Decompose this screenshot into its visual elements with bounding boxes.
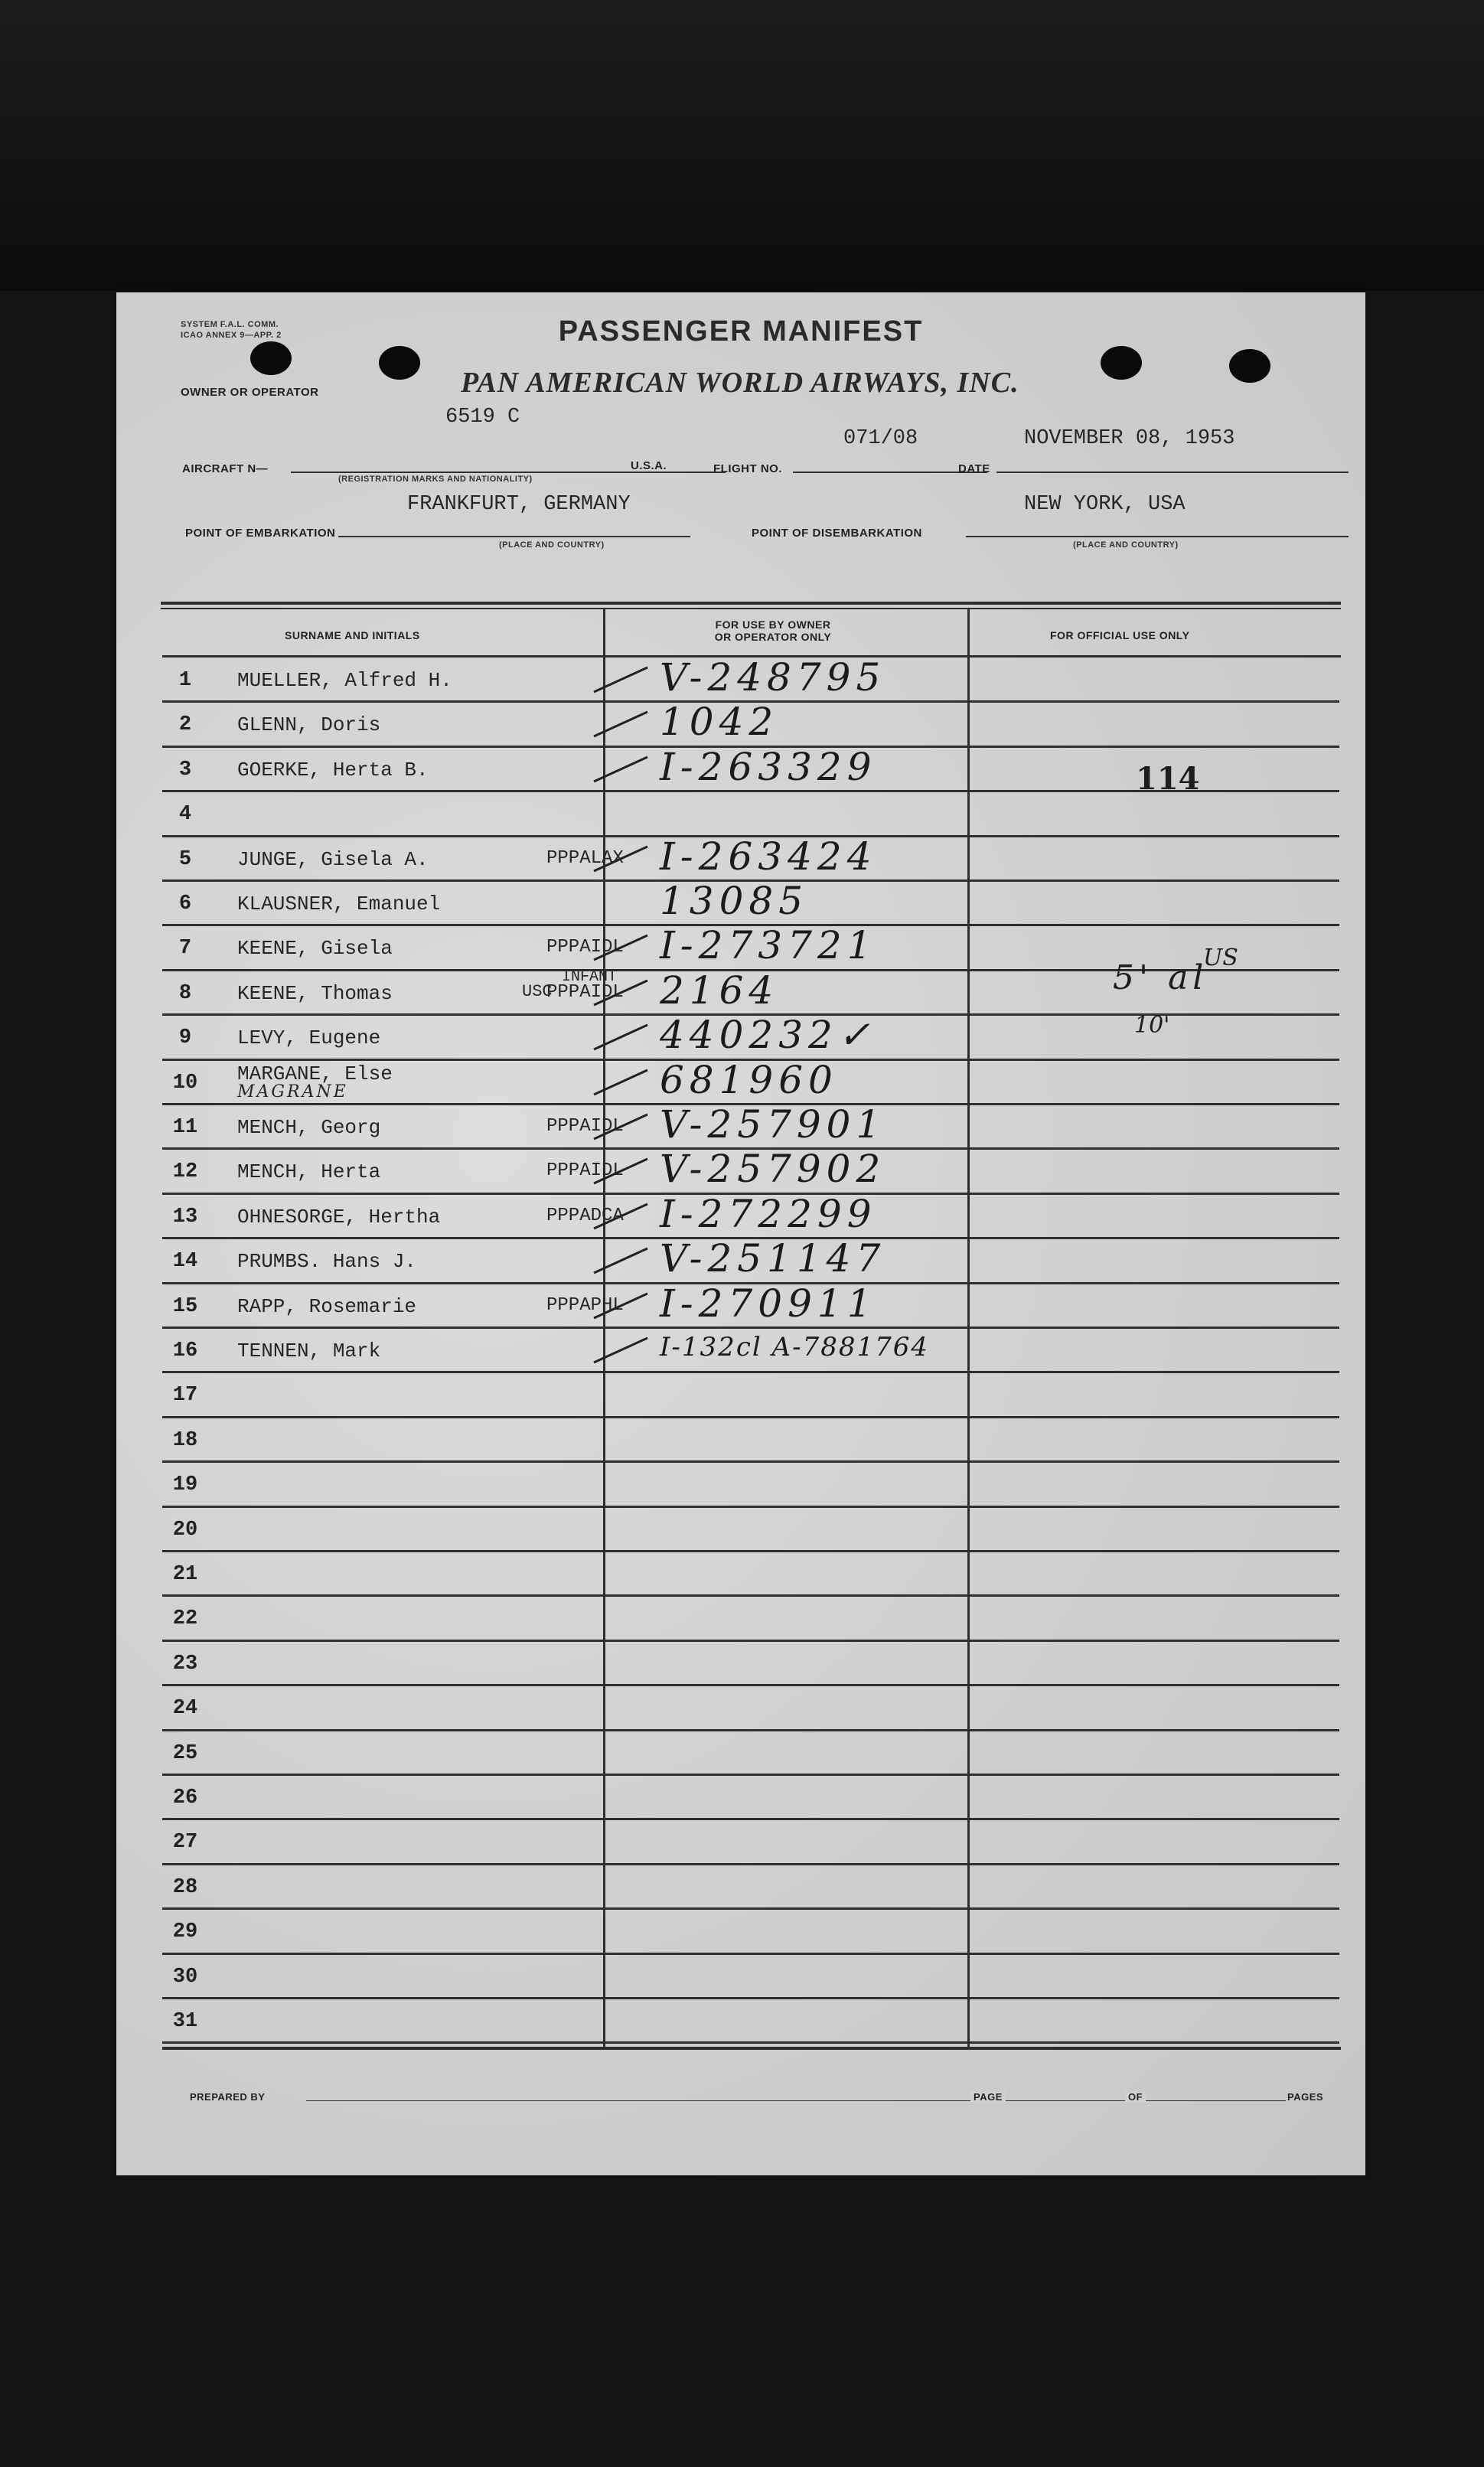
row-number: 4 xyxy=(178,803,192,827)
table-row xyxy=(162,1057,1339,1105)
ticket-number: 440232✓ xyxy=(660,1013,876,1058)
passenger-name: PRUMBS. Hans J. xyxy=(237,1250,417,1274)
table-row xyxy=(162,1147,1339,1194)
embarkation-line xyxy=(338,536,690,537)
ticket-number: I-270911 xyxy=(660,1281,877,1326)
table-row xyxy=(162,1281,1339,1329)
table-row xyxy=(162,1642,1339,1686)
place-note: (PLACE AND COUNTRY) xyxy=(499,540,605,550)
table-top-rule xyxy=(161,608,1341,609)
table-row xyxy=(162,1463,1339,1507)
check-mark-icon xyxy=(591,709,652,739)
disembarkation-line xyxy=(966,536,1349,537)
table-row xyxy=(162,1999,1339,2044)
registration-note: (REGISTRATION MARKS AND NATIONALITY) xyxy=(338,475,533,484)
official-note: 10' xyxy=(1134,1012,1170,1039)
ticket-number: V-257902 xyxy=(660,1147,886,1192)
check-mark-icon xyxy=(591,844,652,874)
passenger-name: KLAUSNER, Emanuel xyxy=(237,892,441,915)
table-row xyxy=(162,700,1339,747)
passenger-name: GOERKE, Herta B. xyxy=(237,758,429,782)
row-number: 16 xyxy=(172,1340,198,1362)
row-number: 25 xyxy=(172,1741,198,1765)
ticket-number: I-273721 xyxy=(660,923,877,968)
name-correction: MAGRANE xyxy=(237,1082,348,1101)
infant-note: INFANT xyxy=(562,968,618,986)
pages-label: PAGES xyxy=(1287,2091,1324,2103)
passenger-name: MARGANE, Else xyxy=(237,1062,393,1085)
ticket-number: 1042 xyxy=(660,700,779,745)
table-row xyxy=(162,1102,1339,1150)
table-row xyxy=(162,1731,1339,1776)
ticket-number: I-272299 xyxy=(660,1191,877,1236)
check-mark-icon xyxy=(591,754,652,785)
embarkation-label: POINT OF EMBARKATION xyxy=(185,527,336,540)
row-number: 13 xyxy=(172,1205,198,1229)
row-number: 18 xyxy=(172,1428,198,1452)
col-header-official: FOR OFFICIAL USE ONLY xyxy=(1050,629,1190,641)
row-number: 30 xyxy=(172,1965,198,1989)
table-row xyxy=(162,1820,1339,1865)
table-row xyxy=(162,1508,1339,1552)
passenger-name: MENCH, Georg xyxy=(237,1116,381,1139)
row-number: 19 xyxy=(172,1473,198,1497)
ticket-number: I-132cl A-7881764 xyxy=(660,1332,930,1362)
of-label: OF xyxy=(1125,2091,1146,2103)
col-header-owner: OR OPERATOR ONLY xyxy=(714,631,832,643)
check-mark-icon xyxy=(591,1245,652,1276)
passenger-name: GLENN, Doris xyxy=(237,713,381,737)
table-row xyxy=(162,1236,1339,1284)
check-mark-icon xyxy=(591,1201,652,1232)
table-bottom-rule xyxy=(162,2047,1341,2050)
check-mark-icon xyxy=(591,1111,652,1142)
passenger-name: MUELLER, Alfred H. xyxy=(237,669,452,692)
row-number: 22 xyxy=(172,1607,198,1631)
check-mark-icon xyxy=(591,1291,652,1321)
row-number: 14 xyxy=(172,1250,198,1274)
passenger-name: RAPP, Rosemarie xyxy=(237,1294,417,1318)
row-number: 9 xyxy=(178,1026,192,1050)
official-note: US xyxy=(1203,945,1238,971)
table-row xyxy=(162,1329,1339,1373)
check-mark-icon xyxy=(591,1156,652,1186)
table-row xyxy=(162,1865,1339,1910)
visa-code: PPPAIDL xyxy=(546,1160,624,1182)
punch-hole xyxy=(1229,349,1270,383)
passenger-name: TENNEN, Mark xyxy=(237,1340,381,1362)
embarkation-value: FRANKFURT, GERMANY xyxy=(407,493,631,516)
check-mark-icon xyxy=(591,1067,652,1098)
table-row xyxy=(162,792,1339,837)
place-note: (PLACE AND COUNTRY) xyxy=(1073,540,1179,550)
row-rule xyxy=(162,2041,1339,2044)
table-row xyxy=(162,1910,1339,1954)
table-row xyxy=(162,1191,1339,1239)
table-top-rule xyxy=(161,602,1341,605)
date-value: NOVEMBER 08, 1953 xyxy=(1024,427,1235,450)
row-number: 2 xyxy=(178,713,192,737)
date-label: DATE xyxy=(958,462,990,475)
system-note: ICAO ANNEX 9—APP. 2 xyxy=(181,331,282,340)
ticket-number: 681960 xyxy=(660,1057,838,1102)
flight-value: 071/08 xyxy=(843,427,918,450)
row-number: 26 xyxy=(172,1787,198,1809)
punch-hole xyxy=(379,346,420,380)
row-number: 20 xyxy=(172,1518,198,1542)
passenger-name: KEENE, Gisela xyxy=(237,937,393,961)
row-number: 17 xyxy=(172,1384,198,1408)
table-row xyxy=(162,879,1339,926)
table-row xyxy=(162,1776,1339,1820)
row-number: 5 xyxy=(178,847,192,871)
passenger-name: MENCH, Herta xyxy=(237,1160,381,1184)
passenger-name: JUNGE, Gisela A. xyxy=(237,847,429,871)
ticket-number: I-263424 xyxy=(660,834,877,879)
table-row xyxy=(162,655,1339,703)
row-number: 23 xyxy=(172,1652,198,1676)
ticket-number: 13085 xyxy=(660,879,809,923)
passenger-name: OHNESORGE, Hertha xyxy=(237,1205,441,1229)
date-line xyxy=(996,472,1349,473)
table-row xyxy=(162,1955,1339,1999)
passenger-name: KEENE, Thomas xyxy=(237,981,393,1005)
check-mark-icon xyxy=(591,664,652,695)
table-row xyxy=(162,1373,1339,1418)
col-header-owner: FOR USE BY OWNER xyxy=(715,618,831,631)
row-number: 3 xyxy=(178,758,192,782)
check-mark-icon xyxy=(591,932,652,963)
visa-code: PPPAIDL xyxy=(546,1116,624,1137)
row-number: 24 xyxy=(172,1697,198,1721)
table-row xyxy=(162,1418,1339,1463)
page-label: PAGE xyxy=(970,2091,1006,2103)
col-header-surname: SURNAME AND INITIALS xyxy=(285,629,420,641)
ticket-number: V-257901 xyxy=(660,1102,886,1147)
aircraft-label: AIRCRAFT N— xyxy=(182,462,269,475)
page-title: PASSENGER MANIFEST xyxy=(558,315,924,348)
system-note: SYSTEM F.A.L. COMM. xyxy=(181,320,279,329)
table-row xyxy=(162,1552,1339,1597)
row-number: 12 xyxy=(172,1160,198,1184)
row-number: 11 xyxy=(172,1116,198,1139)
aircraft-value: 6519 C xyxy=(445,406,520,429)
passenger-name: LEVY, Eugene xyxy=(237,1026,381,1050)
row-number: 7 xyxy=(178,937,192,961)
airline-name: PAN AMERICAN WORLD AIRWAYS, INC. xyxy=(461,367,1019,399)
row-number: 31 xyxy=(172,2010,198,2033)
ticket-number: 2164 xyxy=(660,968,779,1013)
visa-code: PPPADCA xyxy=(546,1205,624,1226)
check-mark-icon xyxy=(591,977,652,1008)
punch-hole xyxy=(1101,346,1142,380)
official-note: 5' al xyxy=(1113,958,1208,997)
scan-background xyxy=(0,0,1484,291)
manifest-sheet xyxy=(116,292,1365,2175)
table-row xyxy=(162,1597,1339,1641)
flight-label: FLIGHT NO. xyxy=(713,462,782,475)
disembarkation-label: POINT OF DISEMBARKATION xyxy=(752,527,922,540)
visa-code: PPPALAX xyxy=(546,847,624,869)
disembarkation-value: NEW YORK, USA xyxy=(1024,493,1186,516)
visa-code: PPPAIDL xyxy=(546,981,624,1003)
row-number: 15 xyxy=(172,1294,198,1318)
row-number: 6 xyxy=(178,892,192,915)
check-mark-icon xyxy=(591,1022,652,1052)
row-number: 1 xyxy=(178,669,192,692)
row-number: 21 xyxy=(172,1563,198,1586)
check-mark-icon xyxy=(591,1335,652,1366)
ticket-number: V-251147 xyxy=(660,1236,886,1281)
official-stamp: 114 xyxy=(1136,761,1200,797)
table-row xyxy=(162,1686,1339,1731)
table-row xyxy=(162,834,1339,882)
of-line xyxy=(1186,2100,1286,2101)
visa-code: PPPAPHL xyxy=(546,1294,624,1316)
citizenship-prefix: USC xyxy=(522,981,553,1001)
visa-code: PPPAIDL xyxy=(546,937,624,958)
row-number: 8 xyxy=(178,981,192,1005)
ticket-number: I-263329 xyxy=(660,744,877,789)
prepared-label: PREPARED BY xyxy=(190,2091,266,2103)
owner-label: OWNER OR OPERATOR xyxy=(181,386,319,399)
row-number: 28 xyxy=(172,1875,198,1899)
row-number: 10 xyxy=(172,1071,198,1095)
prepared-line xyxy=(306,2100,1071,2101)
row-number: 27 xyxy=(172,1831,198,1855)
row-number: 29 xyxy=(172,1920,198,1944)
ticket-number: V-248795 xyxy=(660,655,886,700)
nationality: U.S.A. xyxy=(631,459,667,472)
